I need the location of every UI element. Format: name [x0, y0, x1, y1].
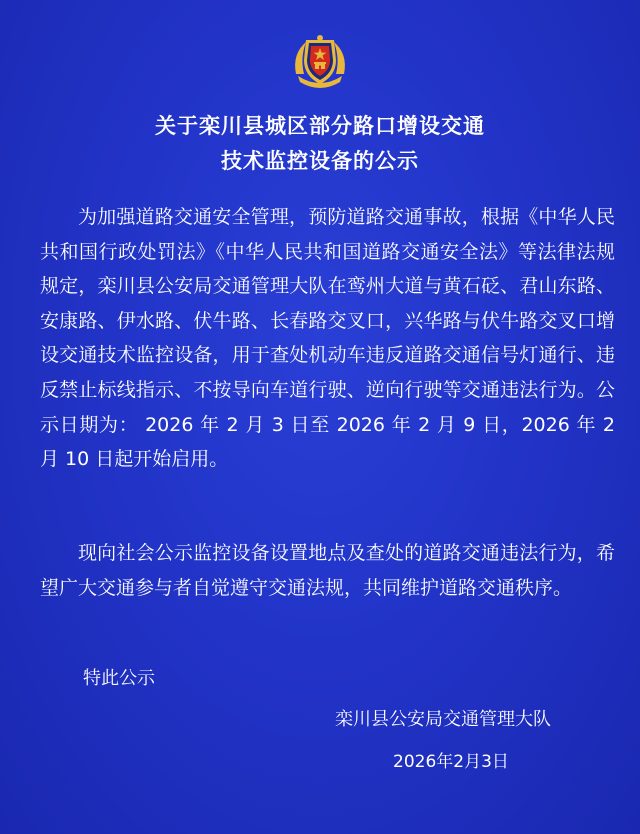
issuer-name: 栾川县公安局交通管理大队	[335, 709, 551, 730]
notice-paragraph-1: 为加强道路交通安全管理，预防道路交通事故，根据《中华人民共和国行政处罚法》《中华人民共和国道路交通安全法》等法律法规规定，栾川县公安局交通管理大队在鸾州大道与黄石砭、君山东路、安康路、伊水路、伏牛路、长春路交叉口，兴华路与伏牛路交叉口增设交通技术监控设备，用于查处机动车违反道路交通信号灯通行、违反禁止标线指示、不按导向车道行驶、逆向行驶等交通违法行为。公示日期为： 2026 年 2 月 3 日至 2026 年 2 月 9 日，2026 年 2 月 10 日起开始启用。	[40, 206, 615, 471]
closing-remark: 特此公示	[83, 668, 155, 689]
notice-paragraph-2: 现向社会公示监控设备设置地点及查处的道路交通违法行为，希望广大交通参与者自觉遵守交通法规，共同维护道路交通秩序。	[40, 542, 615, 599]
police-emblem-icon	[288, 30, 352, 94]
notice-title-line-1: 关于栾川县城区部分路口增设交通	[155, 114, 485, 138]
issue-date: 2026年2月3日	[393, 752, 509, 772]
notice-title-line-2: 技术监控设备的公示	[221, 149, 419, 173]
